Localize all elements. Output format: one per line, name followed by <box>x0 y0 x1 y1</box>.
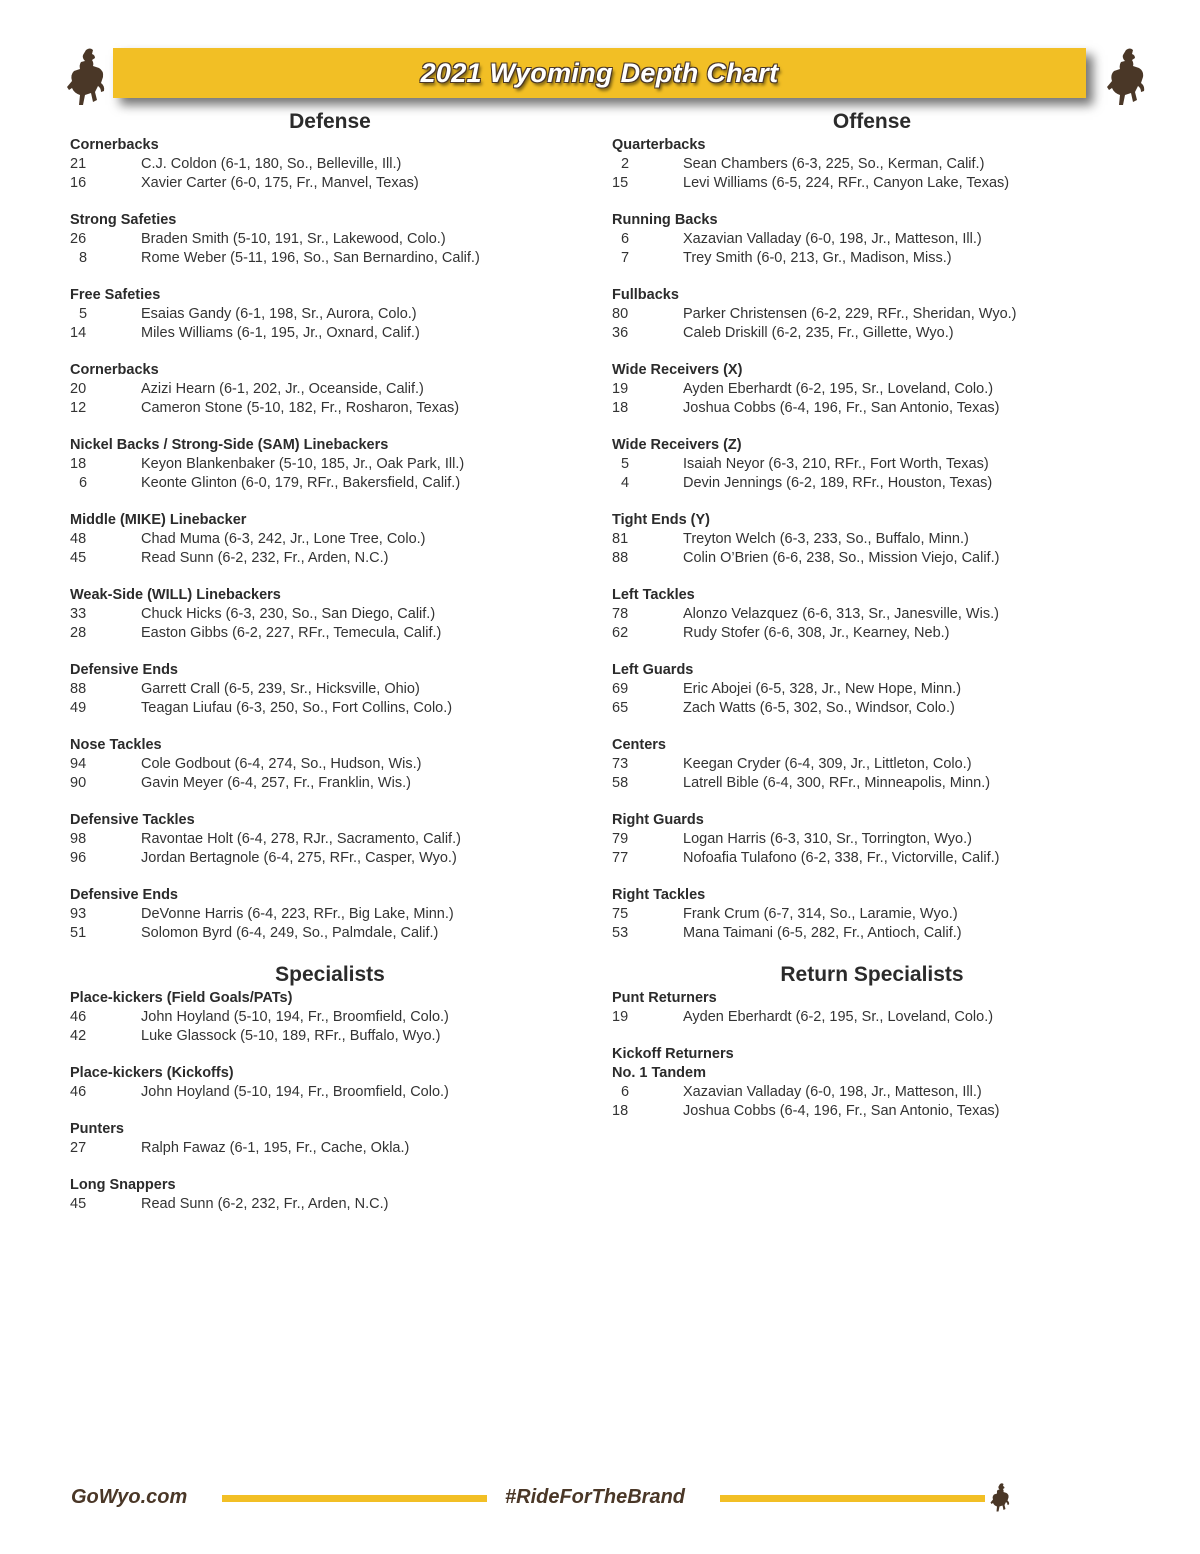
player-info: Garrett Crall (6-5, 239, Sr., Hicksville, Ohio) <box>141 681 420 697</box>
player-info: Cole Godbout (6-4, 274, So., Hudson, Wis.) <box>141 756 422 772</box>
jersey-number: 96 <box>70 850 87 866</box>
player-info: Braden Smith (5-10, 191, Sr., Lakewood, Colo.) <box>141 231 446 247</box>
player-info: Miles Williams (6-1, 195, Jr., Oxnard, Calif.) <box>141 325 420 341</box>
player-row <box>70 455 590 474</box>
defense-groups <box>70 136 590 943</box>
position-group <box>70 511 590 568</box>
position-group <box>70 1176 590 1214</box>
player-row <box>612 530 1132 549</box>
position-title: Weak-Side (WILL) Linebackers <box>70 587 281 603</box>
position-group <box>70 989 590 1046</box>
position-title: Centers <box>612 737 666 753</box>
player-row <box>612 624 1132 643</box>
jersey-number: 75 <box>612 906 629 922</box>
player-info: Ayden Eberhardt (6-2, 195, Sr., Loveland, Colo.) <box>683 1009 994 1025</box>
position-title: Wide Receivers (Z) <box>612 437 742 453</box>
position-title: Punt Returners <box>612 990 717 1006</box>
footer-site: GoWyo.com <box>71 1486 188 1508</box>
player-info: Read Sunn (6-2, 232, Fr., Arden, N.C.) <box>141 550 389 566</box>
position-title: Place-kickers (Field Goals/PATs) <box>70 990 293 1006</box>
jersey-number: 73 <box>612 756 629 772</box>
player-info: John Hoyland (5-10, 194, Fr., Broomfield, Colo.) <box>141 1084 449 1100</box>
player-row <box>70 324 590 343</box>
player-row <box>70 305 590 324</box>
position-title: Left Guards <box>612 662 694 678</box>
position-title: Nose Tackles <box>70 737 162 753</box>
jersey-number: 19 <box>612 1009 629 1025</box>
position-title: Free Safeties <box>70 287 161 303</box>
player-row <box>612 174 1132 193</box>
jersey-number: 6 <box>621 1084 630 1100</box>
position-group <box>612 511 1132 568</box>
jersey-number: 62 <box>612 625 629 641</box>
player-info: Easton Gibbs (6-2, 227, RFr., Temecula, Calif.) <box>141 625 442 641</box>
player-info: Solomon Byrd (6-4, 249, So., Palmdale, Calif.) <box>141 925 439 941</box>
player-info: Parker Christensen (6-2, 229, RFr., Sheridan, Wyo.) <box>683 306 1017 322</box>
jersey-number: 6 <box>79 475 88 491</box>
player-info: Keonte Glinton (6-0, 179, RFr., Bakersfield, Calif.) <box>141 475 461 491</box>
player-row <box>612 324 1132 343</box>
section-heading-specialists: Specialists <box>275 963 385 986</box>
jersey-number: 26 <box>70 231 87 247</box>
position-group <box>612 286 1132 343</box>
jersey-number: 45 <box>70 550 87 566</box>
player-row <box>70 249 590 268</box>
jersey-number: 6 <box>621 231 630 247</box>
player-row <box>70 624 590 643</box>
player-info: Jordan Bertagnole (6-4, 275, RFr., Casper, Wyo.) <box>141 850 457 866</box>
player-info: Frank Crum (6-7, 314, So., Laramie, Wyo.) <box>683 906 958 922</box>
position-title: Defensive Tackles <box>70 812 195 828</box>
player-row <box>612 924 1132 943</box>
player-info: Mana Taimani (6-5, 282, Fr., Antioch, Calif.) <box>683 925 962 941</box>
jersey-number: 58 <box>612 775 629 791</box>
position-group <box>70 361 590 418</box>
jersey-number: 14 <box>70 325 87 341</box>
jersey-number: 46 <box>70 1009 87 1025</box>
position-title: Quarterbacks <box>612 137 706 153</box>
player-row <box>70 230 590 249</box>
jersey-number: 2 <box>621 156 630 172</box>
page-title: 2021 Wyoming Depth Chart <box>420 57 779 88</box>
jersey-number: 51 <box>70 925 87 941</box>
jersey-number: 18 <box>612 400 629 416</box>
player-row <box>612 474 1132 493</box>
jersey-number: 5 <box>621 456 630 472</box>
jersey-number: 42 <box>70 1028 87 1044</box>
position-group <box>612 211 1132 268</box>
title-banner <box>113 48 1086 98</box>
player-info: Devin Jennings (6-2, 189, RFr., Houston, Texas) <box>683 475 993 491</box>
player-row <box>70 755 590 774</box>
player-row <box>612 455 1132 474</box>
jersey-number: 79 <box>612 831 629 847</box>
position-group <box>70 211 590 268</box>
jersey-number: 81 <box>612 531 629 547</box>
player-info: Levi Williams (6-5, 224, RFr., Canyon Lake, Texas) <box>683 175 1010 191</box>
player-info: Isaiah Neyor (6-3, 210, RFr., Fort Worth, Texas) <box>683 456 989 472</box>
position-group <box>70 736 590 793</box>
player-row <box>70 849 590 868</box>
player-row <box>612 549 1132 568</box>
position-title: Place-kickers (Kickoffs) <box>70 1065 234 1081</box>
jersey-number: 19 <box>612 381 629 397</box>
player-row <box>70 549 590 568</box>
position-title: Nickel Backs / Strong-Side (SAM) Linebackers <box>70 437 389 453</box>
player-row <box>70 774 590 793</box>
jersey-number: 20 <box>70 381 87 397</box>
jersey-number: 45 <box>70 1196 87 1212</box>
player-row <box>612 399 1132 418</box>
position-group <box>70 586 590 643</box>
jersey-number: 27 <box>70 1140 87 1156</box>
jersey-number: 21 <box>70 156 87 172</box>
player-info: Alonzo Velazquez (6-6, 313, Sr., Janesville, Wis.) <box>683 606 999 622</box>
player-info: Joshua Cobbs (6-4, 196, Fr., San Antonio, Texas) <box>683 1103 1000 1119</box>
footer-divider <box>720 1495 985 1502</box>
jersey-number: 7 <box>621 250 630 266</box>
player-info: Rudy Stofer (6-6, 308, Jr., Kearney, Neb.) <box>683 625 950 641</box>
position-title: Running Backs <box>612 212 718 228</box>
position-group <box>70 286 590 343</box>
player-row <box>612 1008 1132 1027</box>
player-row <box>612 905 1132 924</box>
specialists-groups <box>70 989 590 1214</box>
player-row <box>612 249 1132 268</box>
position-title: Kickoff Returners <box>612 1046 734 1062</box>
jersey-number: 46 <box>70 1084 87 1100</box>
player-row <box>612 849 1132 868</box>
jersey-number: 98 <box>70 831 87 847</box>
player-info: Treyton Welch (6-3, 233, So., Buffalo, Minn.) <box>683 531 969 547</box>
player-row <box>612 305 1132 324</box>
position-group <box>70 1064 590 1102</box>
section-heading-offense: Offense <box>832 110 912 133</box>
position-group <box>612 586 1132 643</box>
bucking-horse-rider-icon <box>66 46 110 110</box>
player-info: Ayden Eberhardt (6-2, 195, Sr., Loveland, Colo.) <box>683 381 994 397</box>
position-group <box>612 989 1132 1027</box>
player-info: John Hoyland (5-10, 194, Fr., Broomfield, Colo.) <box>141 1009 449 1025</box>
player-info: Sean Chambers (6-3, 225, So., Kerman, Calif.) <box>683 156 985 172</box>
player-row <box>70 474 590 493</box>
jersey-number: 90 <box>70 775 87 791</box>
player-row <box>70 680 590 699</box>
player-row <box>612 605 1132 624</box>
position-group <box>612 136 1132 193</box>
player-row <box>70 605 590 624</box>
position-group <box>70 136 590 193</box>
position-title: Strong Safeties <box>70 212 177 228</box>
player-row <box>612 830 1132 849</box>
position-title: Right Guards <box>612 812 704 828</box>
player-row <box>70 174 590 193</box>
position-group <box>612 1045 1132 1121</box>
player-info: Azizi Hearn (6-1, 202, Jr., Oceanside, Calif.) <box>141 381 424 397</box>
jersey-number: 36 <box>612 325 629 341</box>
player-info: Colin O’Brien (6-6, 238, So., Mission Viejo, Calif.) <box>683 550 1000 566</box>
player-info: Chuck Hicks (6-3, 230, So., San Diego, Calif.) <box>141 606 436 622</box>
position-title: Cornerbacks <box>70 137 159 153</box>
player-info: Keegan Cryder (6-4, 309, Jr., Littleton, Colo.) <box>683 756 972 772</box>
jersey-number: 53 <box>612 925 629 941</box>
player-info: Xazavian Valladay (6-0, 198, Jr., Matteson, Ill.) <box>683 231 982 247</box>
position-group <box>612 886 1132 943</box>
player-info: Ravontae Holt (6-4, 278, RJr., Sacramento, Calif.) <box>141 831 461 847</box>
position-group <box>70 811 590 868</box>
position-group <box>612 436 1132 493</box>
player-info: Luke Glassock (5-10, 189, RFr., Buffalo, Wyo.) <box>141 1028 441 1044</box>
position-group <box>612 811 1132 868</box>
player-row <box>612 774 1132 793</box>
jersey-number: 49 <box>70 700 87 716</box>
player-row <box>70 830 590 849</box>
player-row <box>612 1102 1132 1121</box>
jersey-number: 77 <box>612 850 629 866</box>
jersey-number: 16 <box>70 175 87 191</box>
jersey-number: 12 <box>70 400 87 416</box>
defense-column <box>70 108 590 1232</box>
player-info: Read Sunn (6-2, 232, Fr., Arden, N.C.) <box>141 1196 389 1212</box>
player-row <box>70 1008 590 1027</box>
jersey-number: 80 <box>612 306 629 322</box>
position-title: Fullbacks <box>612 287 679 303</box>
player-info: Rome Weber (5-11, 196, So., San Bernardino, Calif.) <box>141 250 480 266</box>
player-info: Trey Smith (6-0, 213, Gr., Madison, Miss.) <box>683 250 952 266</box>
player-row <box>612 230 1132 249</box>
bucking-horse-rider-icon <box>1106 46 1150 110</box>
position-group <box>70 661 590 718</box>
position-group <box>612 661 1132 718</box>
player-row <box>70 530 590 549</box>
player-row <box>70 399 590 418</box>
footer-hashtag: #RideForTheBrand <box>505 1486 686 1508</box>
footer-divider <box>222 1495 487 1502</box>
player-info: Logan Harris (6-3, 310, Sr., Torrington, Wyo.) <box>683 831 972 847</box>
position-title: Left Tackles <box>612 587 695 603</box>
player-row <box>612 1083 1132 1102</box>
jersey-number: 78 <box>612 606 629 622</box>
player-row <box>612 755 1132 774</box>
player-row <box>612 699 1132 718</box>
player-row <box>70 924 590 943</box>
position-group <box>70 436 590 493</box>
jersey-number: 33 <box>70 606 87 622</box>
position-title: Defensive Ends <box>70 887 178 903</box>
jersey-number: 48 <box>70 531 87 547</box>
player-info: Xavier Carter (6-0, 175, Fr., Manvel, Texas) <box>141 175 419 191</box>
position-title: Cornerbacks <box>70 362 159 378</box>
jersey-number: 88 <box>612 550 629 566</box>
jersey-number: 94 <box>70 756 87 772</box>
player-row <box>612 155 1132 174</box>
position-title: Tight Ends (Y) <box>612 512 711 528</box>
section-heading-return-specialists: Return Specialists <box>780 963 964 986</box>
jersey-number: 8 <box>79 250 88 266</box>
player-info: Eric Abojei (6-5, 328, Jr., New Hope, Minn.) <box>683 681 962 697</box>
player-row <box>612 680 1132 699</box>
jersey-number: 28 <box>70 625 87 641</box>
position-title: Middle (MIKE) Linebacker <box>70 512 247 528</box>
position-group <box>612 736 1132 793</box>
position-group <box>70 1120 590 1158</box>
player-info: Chad Muma (6-3, 242, Jr., Lone Tree, Colo.) <box>141 531 426 547</box>
offense-groups <box>612 136 1132 943</box>
player-info: Joshua Cobbs (6-4, 196, Fr., San Antonio, Texas) <box>683 400 1000 416</box>
position-subtitle: No. 1 Tandem <box>612 1065 706 1081</box>
jersey-number: 65 <box>612 700 629 716</box>
player-info: Latrell Bible (6-4, 300, RFr., Minneapolis, Minn.) <box>683 775 991 791</box>
section-heading-defense: Defense <box>289 110 371 133</box>
player-row <box>70 699 590 718</box>
player-row <box>70 1195 590 1214</box>
player-row <box>612 380 1132 399</box>
jersey-number: 88 <box>70 681 87 697</box>
player-info: Caleb Driskill (6-2, 235, Fr., Gillette, Wyo.) <box>683 325 954 341</box>
player-row <box>70 1139 590 1158</box>
position-title: Defensive Ends <box>70 662 178 678</box>
position-group <box>612 361 1132 418</box>
jersey-number: 4 <box>621 475 630 491</box>
player-info: Keyon Blankenbaker (5-10, 185, Jr., Oak Park, Ill.) <box>141 456 465 472</box>
position-title: Punters <box>70 1121 124 1137</box>
player-row <box>70 905 590 924</box>
player-row <box>70 155 590 174</box>
jersey-number: 69 <box>612 681 629 697</box>
position-title: Long Snappers <box>70 1177 176 1193</box>
player-info: Xazavian Valladay (6-0, 198, Jr., Matteson, Ill.) <box>683 1084 982 1100</box>
player-info: DeVonne Harris (6-4, 223, RFr., Big Lake, Minn.) <box>141 906 454 922</box>
player-info: Cameron Stone (5-10, 182, Fr., Rosharon, Texas) <box>141 400 460 416</box>
bucking-horse-rider-icon <box>988 1482 1014 1514</box>
player-row <box>70 1027 590 1046</box>
jersey-number: 15 <box>612 175 629 191</box>
player-info: Ralph Fawaz (6-1, 195, Fr., Cache, Okla.) <box>141 1140 410 1156</box>
jersey-number: 93 <box>70 906 87 922</box>
position-title: Right Tackles <box>612 887 706 903</box>
jersey-number: 5 <box>79 306 88 322</box>
position-title: Wide Receivers (X) <box>612 362 743 378</box>
offense-column <box>612 108 1132 1139</box>
jersey-number: 18 <box>70 456 87 472</box>
player-info: C.J. Coldon (6-1, 180, So., Belleville, Ill.) <box>141 156 402 172</box>
player-info: Esaias Gandy (6-1, 198, Sr., Aurora, Colo.) <box>141 306 417 322</box>
player-row <box>70 380 590 399</box>
player-info: Gavin Meyer (6-4, 257, Fr., Franklin, Wis.) <box>141 775 411 791</box>
player-info: Zach Watts (6-5, 302, So., Windsor, Colo.) <box>683 700 955 716</box>
player-info: Teagan Liufau (6-3, 250, So., Fort Collins, Colo.) <box>141 700 453 716</box>
player-info: Nofoafia Tulafono (6-2, 338, Fr., Victorville, Calif.) <box>683 850 1000 866</box>
return-specialists-groups <box>612 989 1132 1121</box>
player-row <box>70 1083 590 1102</box>
jersey-number: 18 <box>612 1103 629 1119</box>
position-group <box>70 886 590 943</box>
